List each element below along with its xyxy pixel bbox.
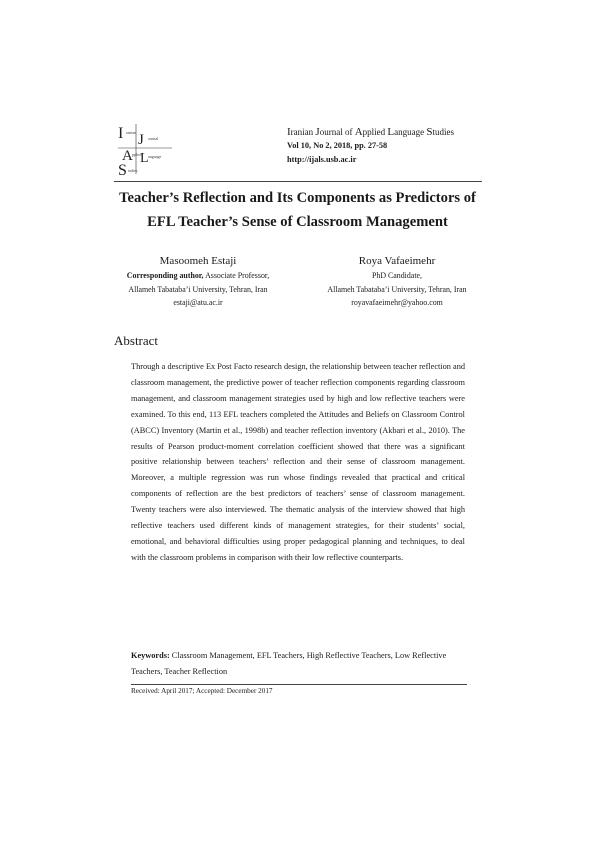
keywords (131, 648, 467, 680)
journal-volume: Vol 10, No 2, 2018, pp. 27-58 (287, 141, 388, 150)
header-rule (114, 181, 482, 182)
author-block-2 (297, 253, 497, 310)
journal-name: Iranian Journal of Applied Language Studies (287, 126, 454, 138)
logo-letter-l: L (140, 151, 149, 166)
author-name: Masoomeh Estaji (159, 255, 237, 267)
author-affiliation: Allameh Tabataba’i University, Tehran, Iran (327, 284, 467, 294)
author-block-1 (98, 253, 298, 310)
logo-word-3: pplied (132, 152, 142, 157)
paper-title (100, 186, 495, 234)
author-email[interactable]: estaji@atu.ac.ir (173, 298, 223, 307)
keywords-list: Classroom Management, EFL Teachers, High Reflective Teachers, Low Reflective Teachers, Teacher Reflection (131, 651, 447, 676)
author-role: PhD Candidate, (372, 271, 422, 280)
logo-word-5: tudies (128, 168, 138, 173)
logo-word-2: ournal (148, 136, 159, 141)
logo-letter-a: A (122, 148, 133, 164)
abstract-text: Through a descriptive Ex Post Facto research design, the relationship between teacher reflection and classroom management, the predictive power of teacher reflection components regarding classroom management, and classroom management strategies used by high and low reflective teachers were examined. To this end, 113 EFL teachers completed the Attitudes and Beliefs on Classroom Control (ABCC) Inventory (Martin et al., 1998b) and teacher reflection inventory (Akbari et al., 2010). The results of Pearson product-moment correlation coefficient showed that there was a significant positive relationship between teachers’ reflection and their sense of classroom management. Moreover, a multiple regression was run whose findings revealed that practical and critical components of reflection are the best predictors of teachers’ sense of classroom management. Twenty teachers were also interviewed. The thematic analysis of the interview showed that high reflective teachers used different kinds of management strategies, for their students’ social, emotional, and behavioral difficulties using proper pedagogical planning and techniques, to deal with the classroom problems in comparison with their low reflective counterparts. (131, 362, 465, 562)
author-name: Roya Vafaeimehr (358, 255, 436, 267)
abstract-heading: Abstract (114, 333, 159, 348)
footer-rule (131, 684, 467, 685)
logo-word-1: ranian (126, 130, 136, 135)
author-email[interactable]: royavafaeimehr@yahoo.com (351, 298, 443, 307)
title-line-2: EFL Teacher’s Sense of Classroom Management (147, 214, 448, 230)
author-affiliation: Allameh Tabataba’i University, Tehran, Iran (128, 284, 268, 294)
logo-letter-j: J (138, 132, 144, 148)
keywords-label: Keywords: (131, 651, 170, 660)
journal-url[interactable]: http://ijals.usb.ac.ir (287, 155, 357, 164)
author-role: Corresponding author, Associate Professor, (126, 271, 270, 280)
journal-logo (114, 120, 176, 178)
logo-letter-i: I (118, 125, 124, 142)
journal-info (287, 125, 517, 167)
logo-letter-s: S (118, 162, 127, 178)
logo-word-4: anguage (148, 154, 162, 159)
title-line-1: Teacher’s Reflection and Its Components as Predictors of (119, 190, 476, 206)
received-dates: Received: April 2017; Accepted: December 2017 (131, 687, 273, 695)
